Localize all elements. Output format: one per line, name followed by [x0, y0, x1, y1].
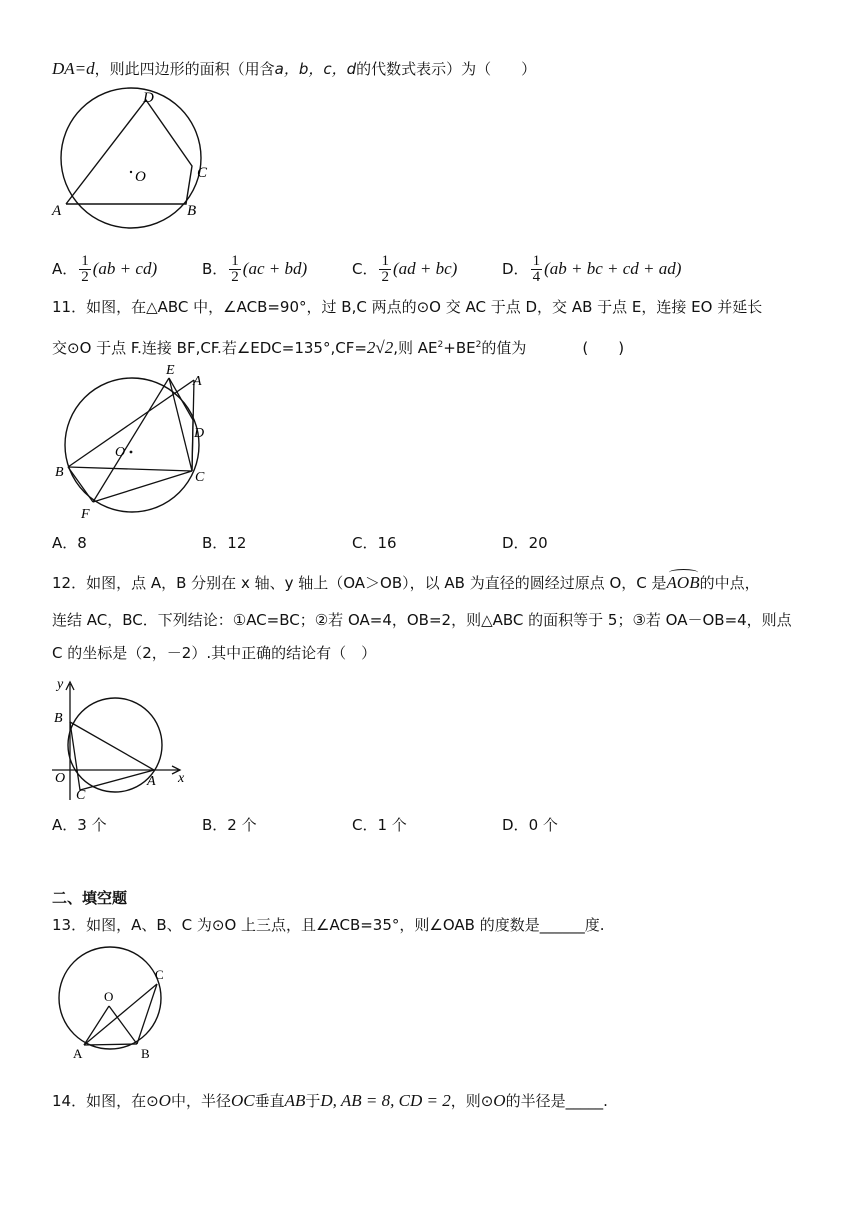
q12-label-o: O	[55, 771, 66, 786]
q12-option-b-value: 2 个	[227, 816, 257, 834]
q10-stem-text: ，则此四边形的面积（用含	[94, 60, 275, 78]
q12-label-a: A	[147, 774, 156, 789]
q10-option-b-num: 1	[231, 253, 239, 269]
q14-part-b: O	[158, 1091, 171, 1110]
q10-stem-val: d	[86, 59, 95, 78]
q11-label-o: O	[115, 445, 126, 460]
q11-stem-line2d: 的值为	[481, 339, 527, 357]
q10-option-c-num: 1	[381, 253, 389, 269]
q11-label-b: B	[55, 465, 64, 480]
q10-stem-vars: a，b，c，d	[274, 60, 357, 78]
q11-sup2: 2	[475, 340, 482, 350]
q10-option-a-expr: (ab + cd)	[92, 259, 158, 278]
q11-label-c: C	[195, 470, 205, 485]
q13-stem: 13．如图，A、B、C 为⊙O 上三点，且∠ACB=35°，则∠OAB 的度数是______度.	[52, 916, 605, 934]
q12-option-c-value: 1 个	[377, 816, 407, 834]
q10-stem-eq: =	[74, 59, 87, 78]
q11-label-a: A	[193, 374, 202, 389]
q14-part-a: 14．如图，在⊙	[52, 1092, 159, 1110]
q13-label-b: B	[141, 1046, 150, 1061]
q10-option-c-den: 2	[381, 269, 389, 285]
section-heading: 二、填空题	[52, 889, 128, 907]
q12-option-d-value: 0 个	[528, 816, 558, 834]
q10-option-c-expr: (ad + bc)	[392, 259, 458, 278]
q14-part-h: D, AB = 8, CD = 2	[320, 1091, 451, 1110]
q12-option-a-letter: A．	[52, 816, 78, 834]
q14-part-i: ，则⊙	[450, 1092, 494, 1110]
q10-option-b-expr: (ac + bd)	[242, 259, 308, 278]
q11-option-c-letter: C．	[352, 534, 378, 552]
q12-label-y: y	[57, 677, 64, 692]
q10-label-b: B	[187, 203, 197, 219]
q10-label-a: A	[52, 203, 62, 219]
q12-label-c: C	[76, 788, 86, 803]
q10-option-a-num: 1	[81, 253, 89, 269]
q12-label-b: B	[54, 711, 63, 726]
q11-option-a-letter: A．	[52, 534, 78, 552]
q11-option-b-letter: B．	[202, 534, 228, 552]
q12-option-d-letter: D．	[502, 816, 529, 834]
q10-option-d-expr: (ab + bc + cd + ad)	[544, 259, 682, 278]
q11-label-e: E	[166, 363, 175, 378]
q12-stem-line1b: 的中点，	[699, 574, 760, 592]
q11-cf-value: 2√2	[366, 338, 394, 357]
q10-option-d-den: 4	[532, 269, 541, 285]
q10-label-o: O	[135, 169, 146, 185]
q10-label-d: D	[143, 90, 154, 106]
q11-stem-line1: 11．如图，在△ABC 中，∠ACB=90°，过 B,C 两点的⊙O 交 AC 于点 D，交 AB 于点 E，连接 EO 并延长	[52, 298, 763, 316]
q10-option-b-letter: B．	[202, 260, 228, 278]
q11-sup1: 2	[437, 340, 444, 350]
q14-part-e: 垂直	[254, 1092, 285, 1110]
q10-label-c: C	[197, 165, 208, 181]
q12-label-x: x	[178, 771, 185, 786]
q10-option-a-den: 2	[81, 269, 89, 285]
q10-option-c-letter: C．	[352, 260, 378, 278]
q13-label-a: A	[73, 1046, 83, 1061]
q14-part-c: 中，半径	[170, 1092, 231, 1110]
q11-label-d: D	[194, 426, 205, 441]
q13-label-c: C	[155, 967, 164, 982]
q14-part-d: OC	[230, 1091, 255, 1110]
q11-label-f: F	[81, 507, 90, 522]
q10-option-a-letter: A．	[52, 260, 78, 278]
q12-option-b-letter: B．	[202, 816, 228, 834]
q12-option-c-letter: C．	[352, 816, 378, 834]
q12-option-a-value: 3 个	[77, 816, 107, 834]
q10-option-b-den: 2	[231, 269, 239, 285]
q10-option-d-letter: D．	[502, 260, 529, 278]
q14-part-f: AB	[284, 1091, 306, 1110]
q11-paren: ( )	[582, 339, 625, 357]
q12-arc-text: AOB	[666, 573, 700, 592]
q11-stem-line2a: 交⊙O 于点 F.连接 BF,CF.若∠EDC=135°,CF=	[52, 339, 367, 357]
q12-stem-line2: 连结 AC，BC．下列结论：①AC=BC；②若 OA=4，OB=2，则△ABC 的面积等于 5；③若 OA－OB=4，则点	[52, 611, 792, 629]
q14-part-k: 的半径是_____.	[505, 1092, 608, 1110]
q14-stem	[52, 1090, 608, 1112]
q11-stem-line2c: +BE	[443, 339, 476, 357]
q14-part-g: 于	[305, 1092, 321, 1110]
q11-stem-line2b: ,则 AE	[393, 339, 438, 357]
q13-label-o: O	[104, 989, 114, 1004]
q10-option-d-num: 1	[532, 253, 541, 269]
q14-part-j: O	[493, 1091, 506, 1110]
q11-option-c-value: 16	[377, 534, 397, 552]
q11-option-b-value: 12	[227, 534, 247, 552]
q11-option-d-value: 20	[528, 534, 548, 552]
q10-stem-var: DA	[52, 59, 75, 78]
q10-stem-tail: 的代数式表示）为（ ）	[356, 60, 537, 78]
q12-stem-line1a: 12．如图，点 A，B 分别在 x 轴、y 轴上（OA＞OB），以 AB 为直径的圆经过原点 O，C 是	[52, 574, 667, 592]
q12-stem-line3: C 的坐标是（2，－2）.其中正确的结论有（ ）	[52, 644, 377, 662]
q11-option-d-letter: D．	[502, 534, 529, 552]
q11-option-a-value: 8	[77, 534, 87, 552]
